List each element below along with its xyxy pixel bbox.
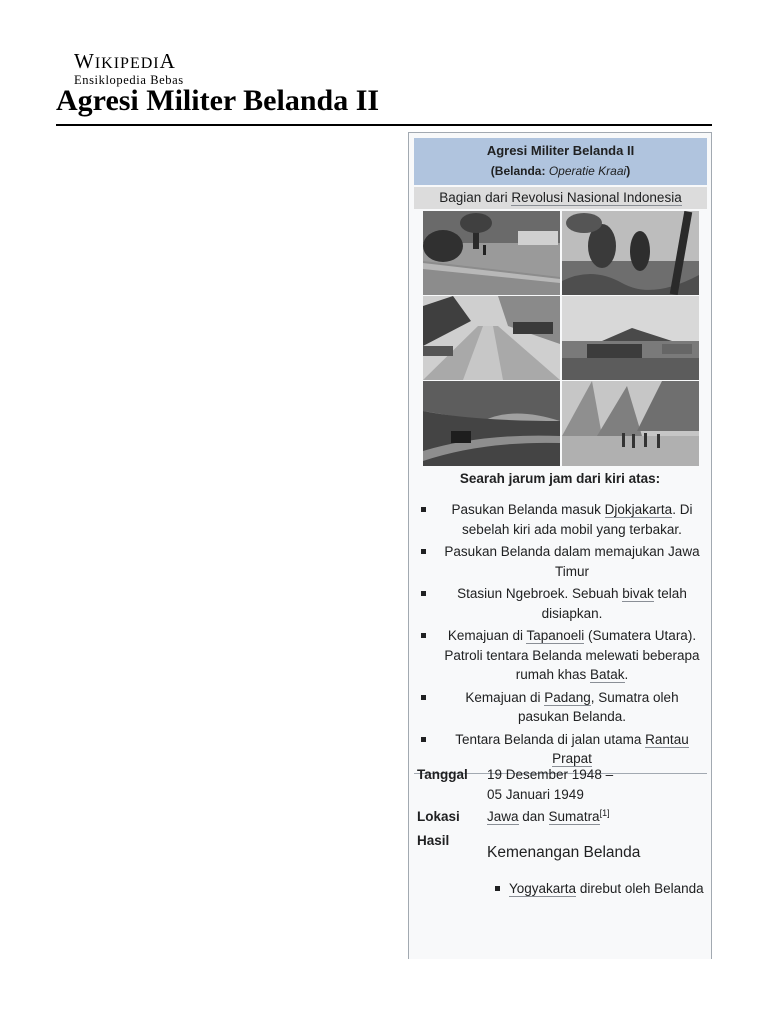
- link-batak[interactable]: Batak: [590, 667, 625, 682]
- logo-tagline: Ensiklopedia Bebas: [74, 73, 184, 87]
- caption-item: [419, 730, 705, 769]
- caption-text: Stasiun Ngebroek. Sebuah: [457, 586, 623, 601]
- title-divider: [56, 124, 712, 126]
- photo-street-station[interactable]: [423, 296, 560, 380]
- photo-montage[interactable]: [423, 211, 699, 466]
- result-main: Kemenangan Belanda: [487, 844, 641, 861]
- link-djokjakarta[interactable]: Djokjakarta: [604, 502, 673, 517]
- bullet-icon: [421, 737, 426, 742]
- subtitle-suffix: ): [626, 164, 631, 178]
- caption-text: Pasukan Belanda dalam memajukan Jawa Timur: [444, 544, 700, 579]
- caption-heading: Searah jarum jam dari kiri atas:: [459, 471, 661, 486]
- result-item: [487, 879, 707, 899]
- bullet-icon: [421, 549, 426, 554]
- bullet-icon: [421, 591, 426, 596]
- caption-item: [419, 688, 705, 727]
- link-yogyakarta[interactable]: Yogyakarta: [509, 881, 577, 896]
- result-label: Hasil: [417, 833, 450, 848]
- caption-text: Kemajuan di: [447, 628, 527, 643]
- bullet-icon: [421, 507, 426, 512]
- bullet-icon: [421, 695, 426, 700]
- photo-bivouac[interactable]: [562, 296, 699, 380]
- infobox-subtitle: [414, 161, 707, 181]
- infobox-part-of: [414, 187, 707, 209]
- date-line-2: 05 Januari 1949: [487, 786, 584, 802]
- result-list: [487, 879, 707, 899]
- photo-road-truck[interactable]: [423, 381, 560, 466]
- link-padang[interactable]: Padang: [544, 689, 591, 705]
- caption-text: (Sumatera Utara). Patroli tentara Belanda melewati beberapa rumah khas: [444, 628, 700, 682]
- caption-text: .: [624, 667, 629, 682]
- link-jawa[interactable]: Jawa: [487, 809, 519, 824]
- page-title: Agresi Militer Belanda II: [56, 84, 380, 117]
- caption-list: [419, 500, 705, 769]
- date-value: [487, 765, 707, 804]
- link-bivak[interactable]: bivak: [622, 586, 654, 601]
- caption-text: Tentara Belanda di jalan utama: [455, 731, 646, 747]
- date-line-1: 19 Desember 1948 –: [487, 767, 614, 782]
- caption-text: telah disiapkan.: [541, 586, 687, 621]
- link-rantau-prapat[interactable]: Rantau Prapat: [552, 731, 689, 766]
- infobox-title: Agresi Militer Belanda II: [486, 143, 635, 158]
- location-label: Lokasi: [417, 809, 460, 824]
- infobox-header: [414, 138, 707, 185]
- caption-text: Kemajuan di: [465, 689, 545, 705]
- bullet-icon: [421, 633, 426, 638]
- link-sumatra[interactable]: Sumatra: [548, 809, 600, 824]
- result-value: [487, 843, 707, 899]
- part-of-label: Bagian dari: [439, 190, 512, 205]
- wikipedia-logo[interactable]: [74, 50, 184, 88]
- photo-soldiers-advancing[interactable]: [562, 211, 699, 295]
- caption-item: [419, 626, 705, 685]
- caption-item: [419, 584, 705, 623]
- caption-text: , Sumatra oleh pasukan Belanda.: [517, 689, 679, 724]
- caption-text: Pasukan Belanda masuk: [451, 502, 605, 517]
- infobox: [408, 132, 712, 959]
- logo-wordmark: WIKIPEDIA: [74, 49, 176, 73]
- caption-text: . Di sebelah kiri ada mobil yang terbakar.: [462, 502, 693, 537]
- link-revolusi-nasional[interactable]: Revolusi Nasional Indonesia: [511, 190, 682, 205]
- caption-item: [419, 500, 705, 539]
- caption-item: [419, 542, 705, 581]
- result-item-text: direbut oleh Belanda: [576, 881, 704, 896]
- photo-batak-houses[interactable]: [562, 381, 699, 466]
- date-label: Tanggal: [417, 767, 468, 782]
- photo-burning-car[interactable]: [423, 211, 560, 295]
- reference-1[interactable]: [1]: [599, 808, 610, 818]
- bullet-icon: [495, 886, 500, 891]
- location-connector: dan: [518, 809, 549, 824]
- subtitle-prefix: (Belanda:: [490, 164, 549, 178]
- link-tapanoeli[interactable]: Tapanoeli: [526, 628, 585, 643]
- subtitle-italic: Operatie Kraai: [548, 164, 627, 178]
- location-value: [487, 807, 707, 827]
